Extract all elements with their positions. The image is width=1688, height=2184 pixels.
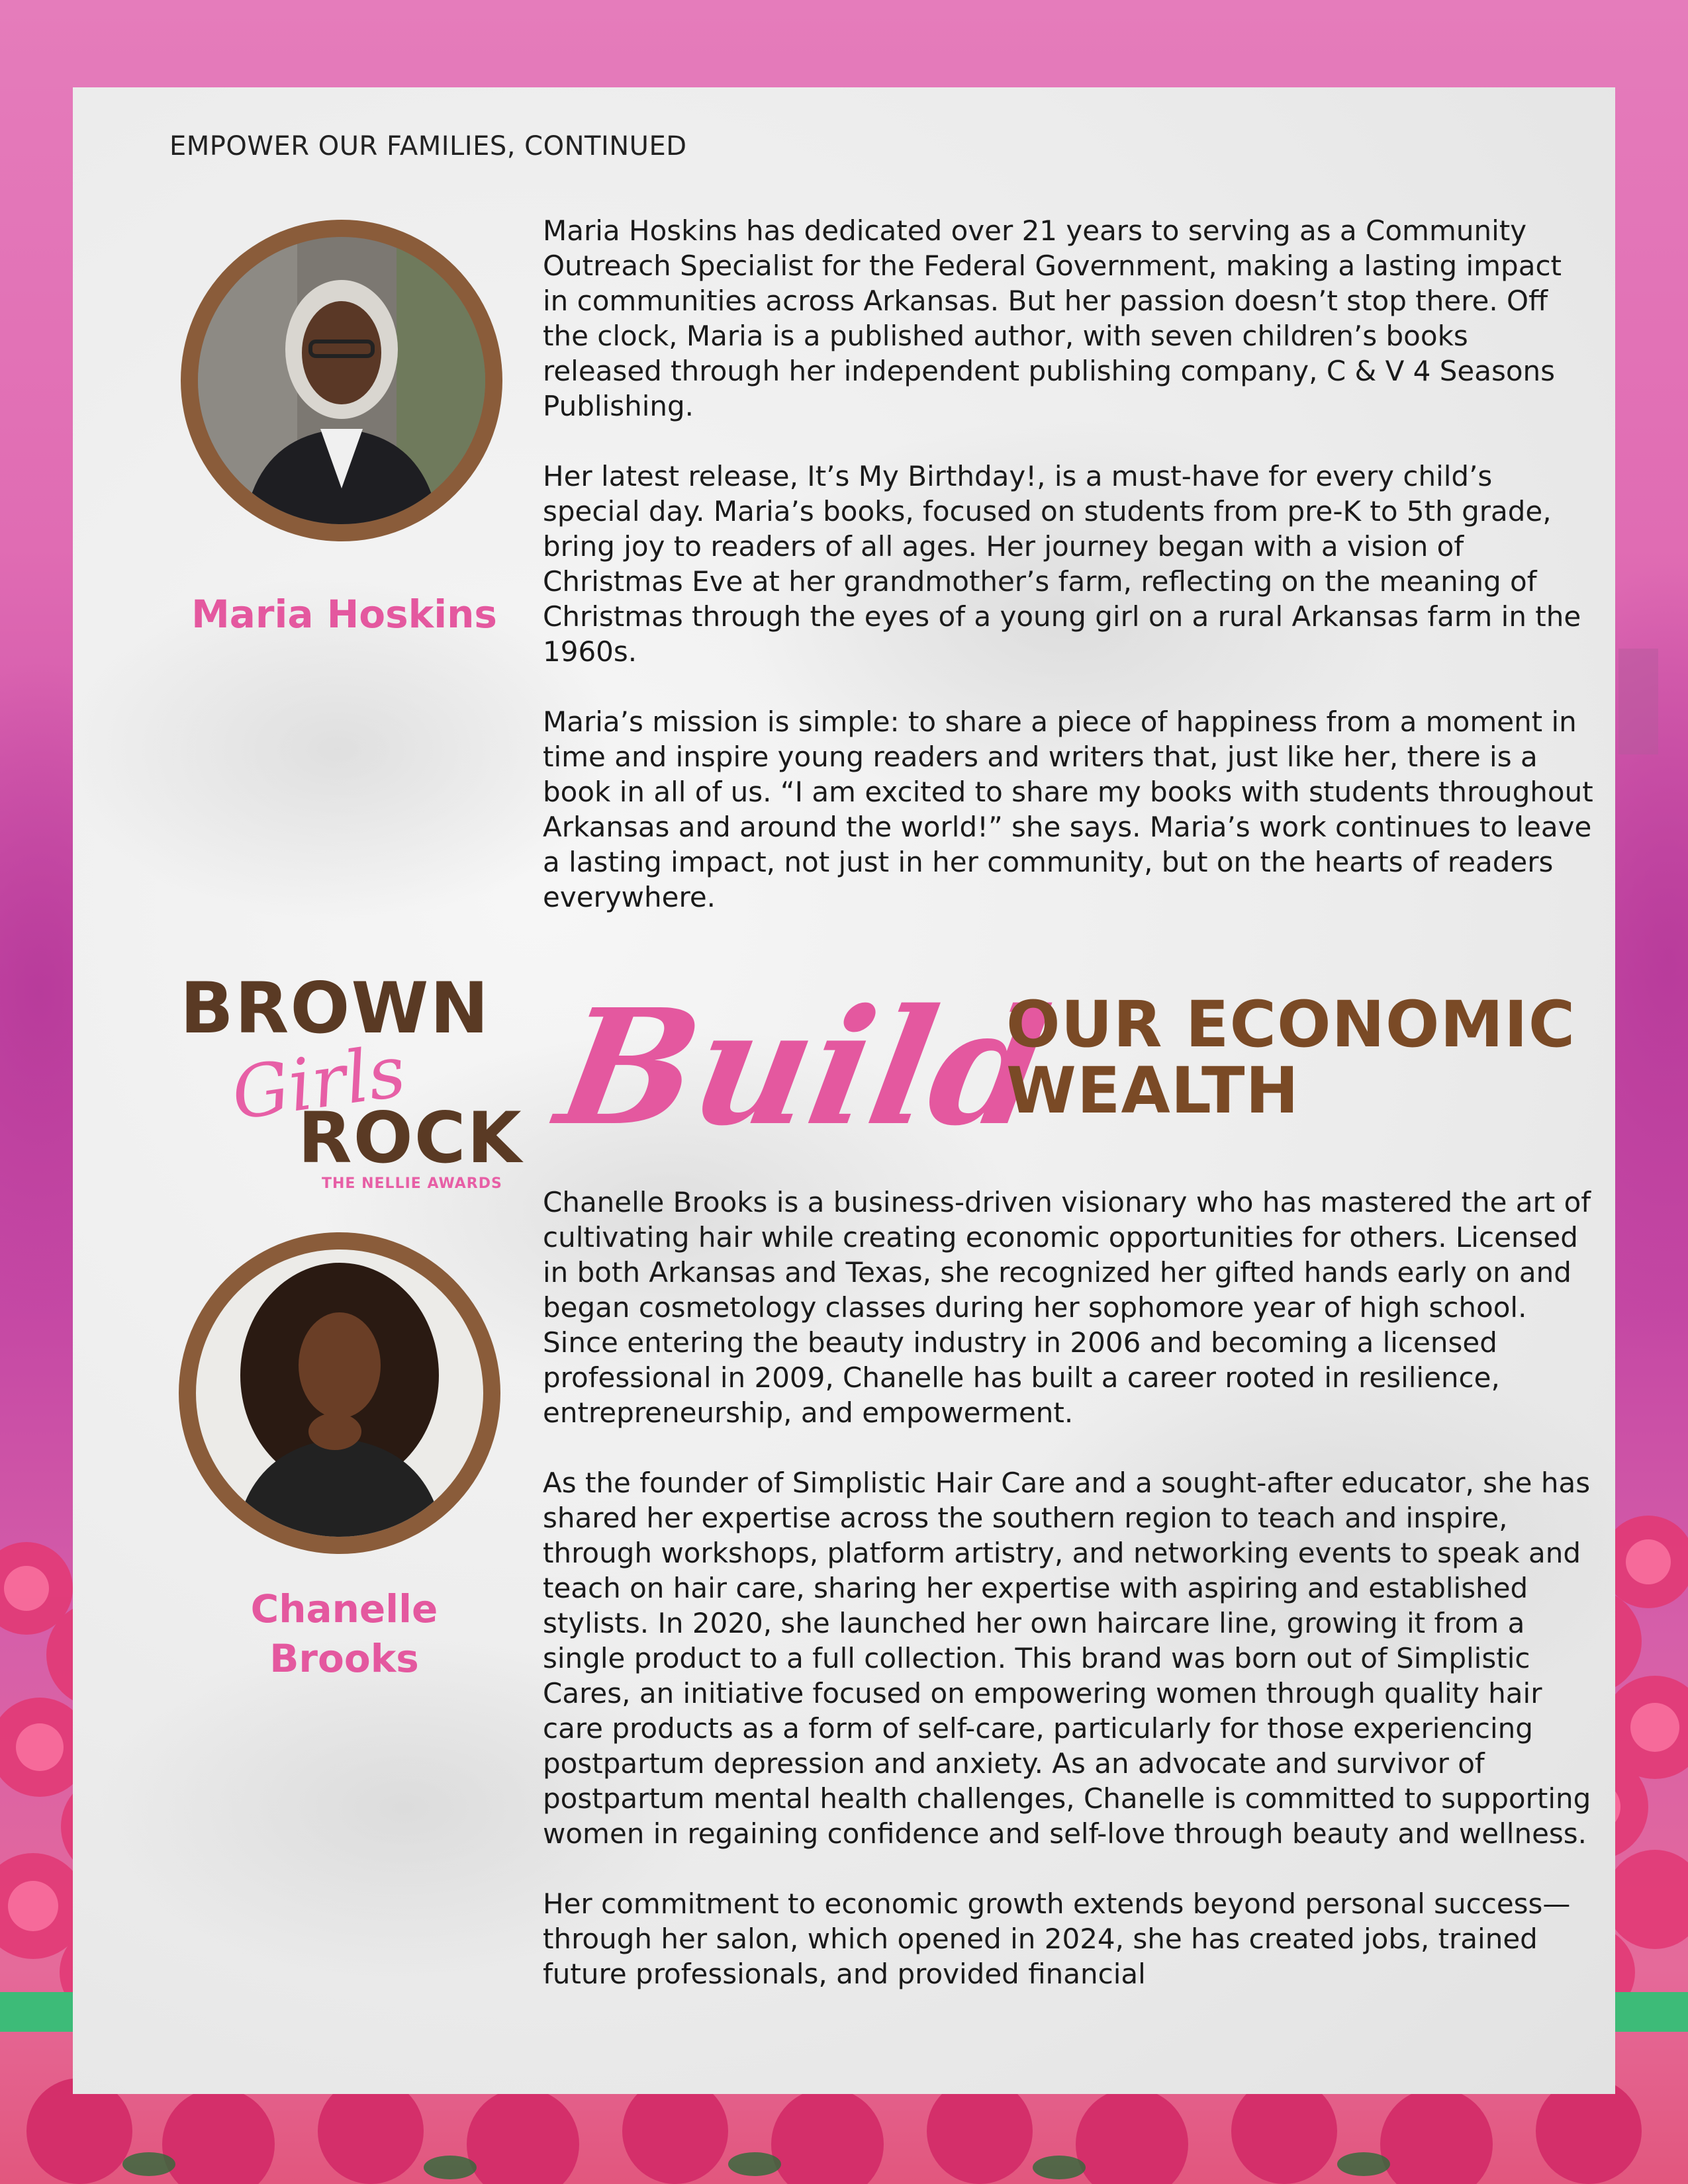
portrait-chanelle-brooks <box>179 1232 500 1554</box>
logo-line: ROCK <box>298 1097 523 1179</box>
section-label: EMPOWER OUR FAMILIES, CONTINUED <box>169 131 687 161</box>
bio-paragraph: Her latest release, It’s My Birthday!, is a must-have for every child’s special day. Maria’s books, focused on students from pre-K to 5th grade, bring joy to readers of all ages. Her journey began with a vision of Christmas Eve at her grandmother’s farm, reflecting on the meaning of Christmas through the eyes of a young girl on a rural Arkansas farm in the 1960s. <box>543 460 1581 668</box>
brown-girls-rock-logo <box>180 968 551 1252</box>
logo-script: Girls <box>226 1030 410 1136</box>
heading-line-1: OUR ECONOMIC <box>1006 987 1576 1062</box>
bio-paragraph: Maria Hoskins has dedicated over 21 years to serving as a Community Outreach Specialist for the Federal Government, making a lasting impact in communities across Arkansas. But her passion doesn’t stop there. Off the clock, Maria is a published author, with seven children’s books released through her independent publishing company, C & V 4 Seasons Publishing. <box>543 214 1562 422</box>
content-panel <box>73 87 1615 2094</box>
heading-script-word: Build <box>546 974 1061 1161</box>
portrait-image <box>196 1250 483 1537</box>
bio-paragraph: Her commitment to economic growth extends beyond personal success—through her salon, which opened in 2024, she has created jobs, trained future professionals, and provided financial <box>543 1888 1571 1990</box>
person-name-line-1: Chanelle <box>250 1586 438 1631</box>
bio-paragraph: As the founder of Simplistic Hair Care and a sought-after educator, she has shared her expertise across the southern region to teach and inspire, through workshops, platform artistry, and networking events to speak and teach on hair care, sharing her expertise with aspiring and established stylists. In 2020, she launched her own haircare line, growing it from a single product to a full collection. This brand was born out of Simplistic Cares, an initiative focused on empowering women through quality hair care products as a form of self-care, particularly for those experiencing postpartum depression and anxiety. As an advocate and survivor of postpartum mental health challenges, Chanelle is committed to supporting women in regaining confidence and self-love through beauty and wellness. <box>543 1467 1591 1850</box>
portrait-image <box>198 237 485 524</box>
bio-chanelle-brooks <box>543 1185 1595 2026</box>
bio-paragraph: Chanelle Brooks is a business-driven visionary who has mastered the art of cultivating hair while creating economic opportunities for others. Licensed in both Arkansas and Texas, she recognized her gifted hands early on and began cosmetology classes during her sophomore year of high school. Since entering the beauty industry in 2006 and becoming a licensed professional in 2009, Chanelle has built a career rooted in resilience, entrepreneurship, and empowerment. <box>543 1186 1591 1429</box>
portrait-maria-hoskins <box>181 220 502 541</box>
logo-subtitle: THE NELLIE AWARDS <box>322 1175 502 1192</box>
bio-maria-hoskins <box>543 213 1595 950</box>
heading-line-2: WEALTH <box>1006 1054 1299 1128</box>
person-name: Maria Hoskins <box>191 592 497 637</box>
person-name-line-2: Brooks <box>269 1636 419 1681</box>
bio-paragraph: Maria’s mission is simple: to share a piece of happiness from a moment in time and inspire young readers and writers that, just like her, there is a book in all of us. “I am excited to share my books with students throughout Arkansas and around the world!” she says. Maria’s work continues to leave a lasting impact, not just in her community, but on the hearts of readers everywhere. <box>543 705 1593 913</box>
logo-line: BROWN <box>180 968 491 1049</box>
